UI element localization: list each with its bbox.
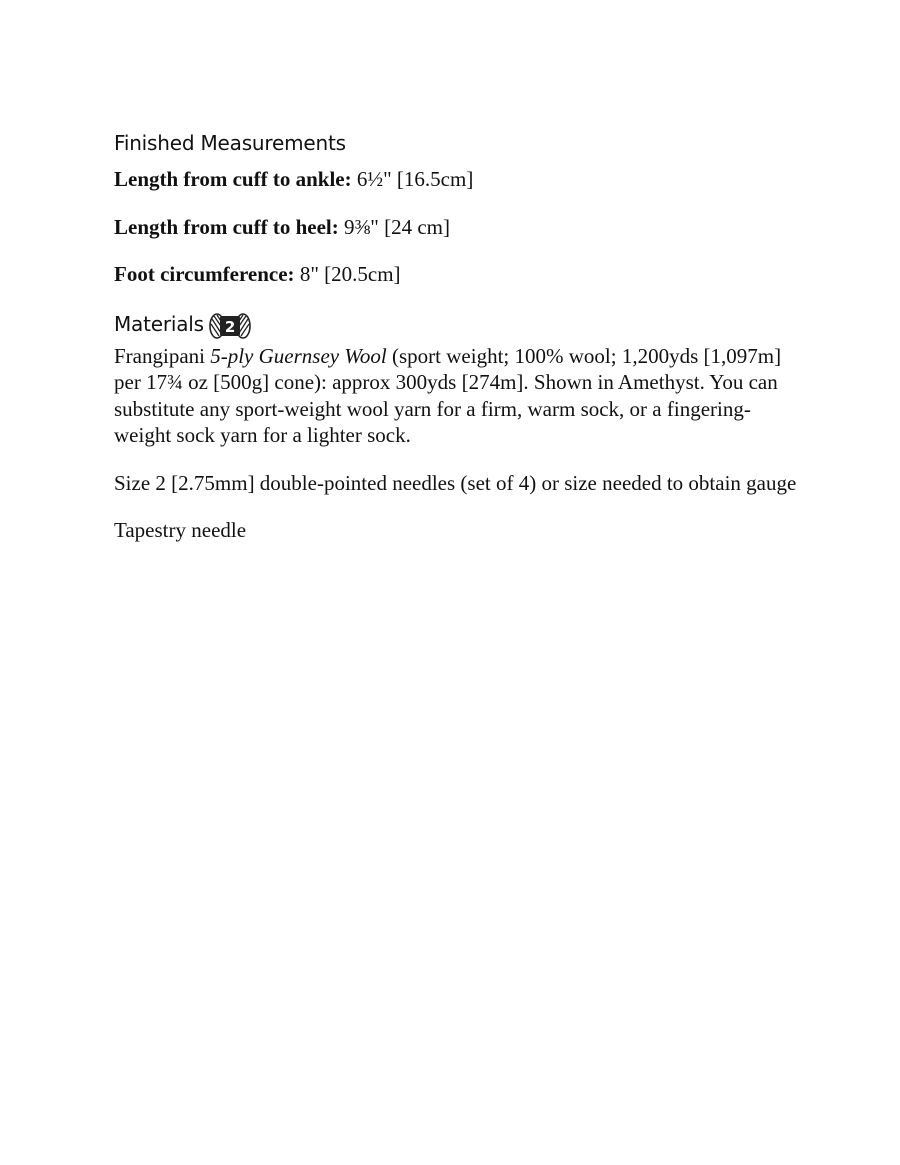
yarn-brand: Frangipani bbox=[114, 343, 211, 368]
measurement-item bbox=[114, 214, 804, 241]
yarn-weight-number: 2 bbox=[224, 317, 235, 336]
needles-description: Size 2 [2.75mm] double-pointed needles (set of 4) or size needed to obtain gauge bbox=[114, 470, 797, 495]
measurement-label: Length from cuff to ankle: bbox=[114, 167, 352, 191]
materials-heading-text: Materials bbox=[114, 311, 204, 336]
measurement-label: Length from cuff to heel: bbox=[114, 214, 339, 239]
yarn-name: 5-ply Guernsey Wool bbox=[210, 343, 387, 368]
yarn-weight-2-icon bbox=[209, 312, 251, 340]
measurement-item bbox=[114, 261, 804, 288]
materials-heading bbox=[114, 309, 804, 339]
measurement-value: 6½" [16.5cm] bbox=[351, 167, 474, 191]
notions-description: Tapestry needle bbox=[114, 518, 247, 542]
yarn-description bbox=[114, 343, 804, 449]
yarn-details: (sport weight; 100% wool; 1,200yds [1,097m] per 17¾ oz [500g] cone): approx 300yds [274m]. Shown in Amethyst. You can substitute any sport-weight wool yarn for a firm, warm sock, or a fingering-weight sock yarn for a lighter sock. bbox=[114, 343, 782, 447]
finished-measurements-heading: Finished Measurements bbox=[114, 131, 346, 155]
measurement-item bbox=[114, 166, 804, 193]
measurement-value: 9⅜" [24 cm] bbox=[338, 214, 450, 239]
measurement-value: 8" [20.5cm] bbox=[294, 262, 401, 286]
pattern-page bbox=[114, 128, 804, 565]
measurement-label: Foot circumference: bbox=[114, 262, 295, 286]
